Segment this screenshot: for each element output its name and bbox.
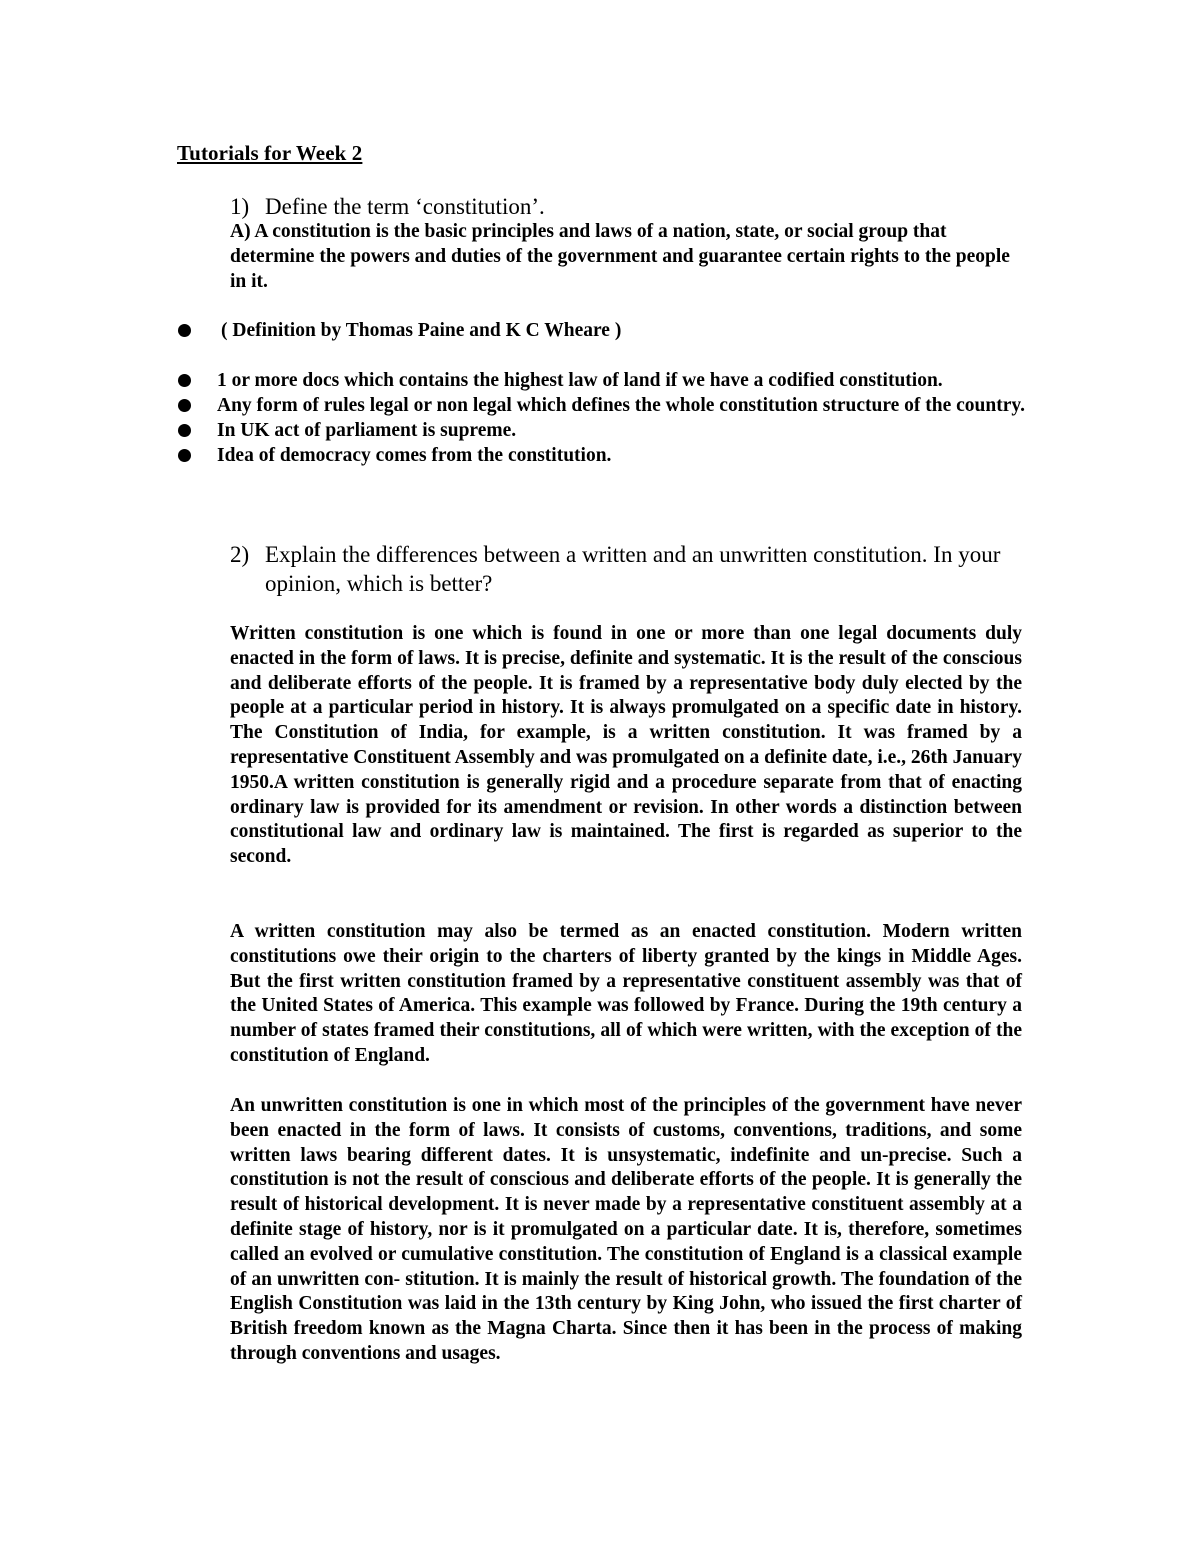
bullet-icon <box>178 449 191 462</box>
bullet-icon <box>178 324 191 337</box>
bullet-icon <box>178 374 191 387</box>
list-item-text: In UK act of parliament is supreme. <box>217 420 517 441</box>
paragraph-enacted-constitution: A written constitution may also be termed as an enacted constitution. Modern written constitutions owe their origin to the charters of liberty granted by the kings in Middle Ages. But the first written constitution framed by a representative constituent assembly was that of the United States of America. This example was followed by France. During the 19th century a number of states framed their constitutions, all of which were written, with the exception of the constitution of England. <box>230 921 1022 1066</box>
question-1-answer: A) A constitution is the basic principles and laws of a nation, state, or social group that determine the powers and duties of the government and guarantee certain rights to the people in it. <box>230 221 1010 292</box>
question-2 <box>230 540 1030 598</box>
bullet-icon <box>178 424 191 437</box>
paragraph-unwritten-constitution: An unwritten constitution is one in which most of the principles of the government have never been enacted in the form of laws. It consists of customs, conventions, traditions, and some written laws bearing different dates. It is unsystematic, indefinite and un-precise. Such a constitution is not the result of conscious and deliberate efforts of the people. It is generally the result of historical development. It is never made by a representative constituent assembly at a definite stage of history, nor is it promulgated on a particular date. It is, therefore, sometimes called an evolved or cumulative constitution. The constitution of England is a classical example of an unwritten con- stitution. It is mainly the result of historical growth. The foundation of the English Constitution was laid in the 13th century by King John, who issued the first charter of British freedom known as the Magna Charta. Since then it has been in the process of making through conventions and usages. <box>230 1095 1022 1364</box>
question-2-text: Explain the differences between a written and an unwritten constitution. In your opinion, which is better? <box>265 542 1001 596</box>
bullet-icon <box>178 399 191 412</box>
list-item-text: 1 or more docs which contains the highest law of land if we have a codified constitution. <box>217 370 943 391</box>
list-item-text: ( Definition by Thomas Paine and K C Wheare ) <box>221 320 622 341</box>
list-item-text: Any form of rules legal or non legal which defines the whole constitution structure of the country. <box>217 395 1025 416</box>
list-item <box>177 368 1027 393</box>
paragraph-written-constitution: Written constitution is one which is found in one or more than one legal documents duly enacted in the form of laws. It is precise, definite and systematic. It is the result of the conscious and deliberate efforts of the people. It is framed by a representative body duly elected by the people at a particular period in history. It is always promulgated on a specific date in history. The Constitution of India, for example, is a written constitution. It was framed by a representative Constituent Assembly and was promulgated on a definite date, i.e., 26th January 1950.A written constitution is generally rigid and a procedure separate from that of enacting ordinary law is provided for its amendment or revision. In other words a distinction between constitutional law and ordinary law is maintained. The first is regarded as superior to the second. <box>230 623 1022 868</box>
question-1-number: 1) <box>230 194 250 219</box>
list-item <box>177 393 1027 418</box>
list-item-text: Idea of democracy comes from the constitution. <box>217 445 612 466</box>
document-title: Tutorials for Week 2 <box>177 141 363 165</box>
list-item <box>177 418 1027 443</box>
question-1-text: Define the term ‘constitution’. <box>265 194 545 219</box>
bullet-list-definition <box>177 318 1027 343</box>
question-2-number: 2) <box>230 542 250 567</box>
question-1 <box>230 192 1030 221</box>
list-item <box>177 443 1027 468</box>
list-item <box>177 318 1027 343</box>
bullet-list-notes <box>177 368 1027 468</box>
